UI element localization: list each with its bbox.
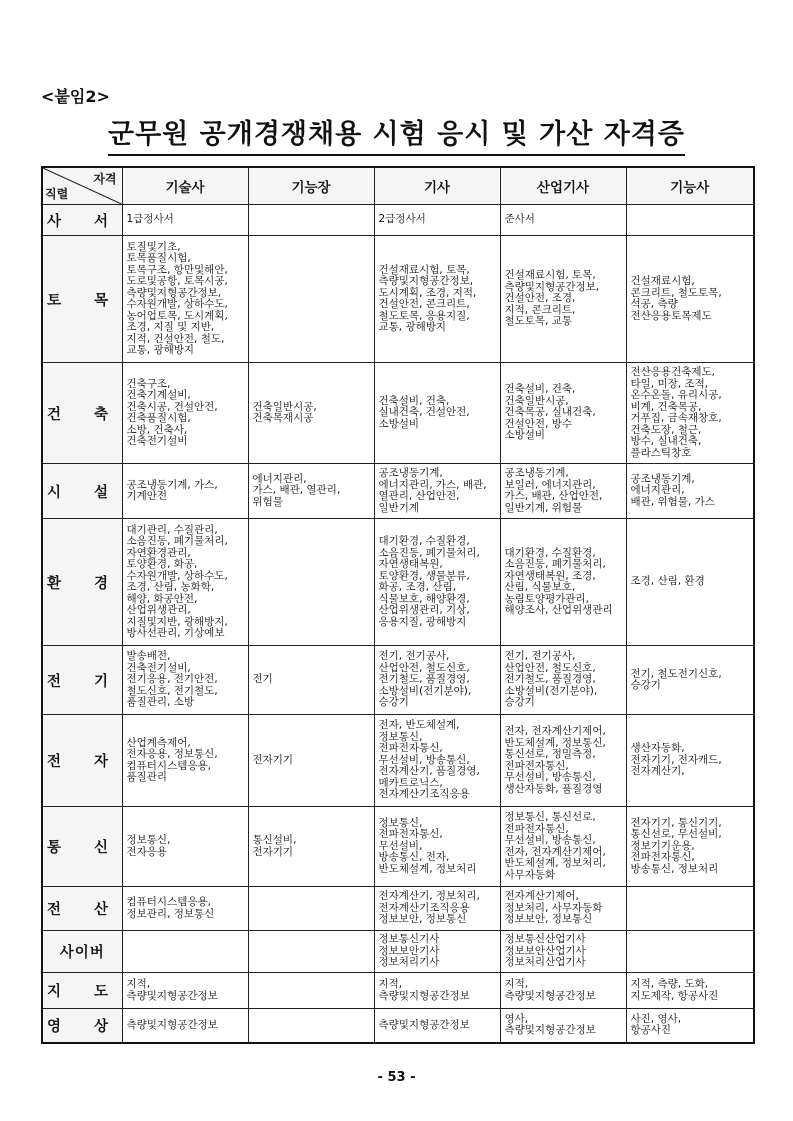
table-cell: 전자, 전자계산기제어, 반도체설계, 정보통신, 통신선로, 정밀측정, 전파전자통신, 무선설비, 방송통신, 생산자동화, 품질경영 (500, 715, 626, 807)
table-cell: 정보통신, 전자응용 (122, 807, 248, 887)
table-row (42, 887, 754, 931)
row-header: 지 도 (42, 973, 122, 1009)
table-row (42, 363, 754, 464)
table-cell: 토질및기초, 토목품질시험, 토목구조, 항만및해안, 도로및공항, 토목시공, 측량및지형공간정보, 수자원개발, 상하수도, 농어업토목, 도시계획, 조경, 지질 및 지반, 지적, 건설안전, 철도, 교통, 광해방지 (122, 236, 248, 363)
table-cell: 측량및지형공간정보 (122, 1009, 248, 1043)
table-cell: 건설재료시험, 토목, 측량및지형공간정보, 도시계획, 조경, 지적, 건설안전, 콘크리트, 철도토목, 응용지질, 교통, 광해방지 (374, 236, 500, 363)
table-row (42, 205, 754, 236)
table-cell: 지적, 측량, 도화, 지도제작, 항공사진 (626, 973, 754, 1009)
table-cell: 산업계측제어, 전자응용, 정보통신, 컴퓨터시스템응용, 품질관리 (122, 715, 248, 807)
table-row (42, 715, 754, 807)
table-cell: 사진, 영사, 항공사진 (626, 1009, 754, 1043)
table-cell: 정보통신, 전파전자통신, 무선설비, 방송통신, 전자, 반도체설계, 정보처리 (374, 807, 500, 887)
table-cell (248, 931, 374, 973)
table-cell (248, 236, 374, 363)
page-number: - 53 - (377, 1070, 416, 1085)
table-cell: 영사, 측량및지형공간정보 (500, 1009, 626, 1043)
table-cell: 전자기기, 통신기기, 통신선로, 무선설비, 정보기기운용, 전파전자통신, 방송통신, 정보처리 (626, 807, 754, 887)
table-cell (248, 1009, 374, 1043)
row-header: 전 자 (42, 715, 122, 807)
row-header: 건 축 (42, 363, 122, 464)
table-cell: 대기관리, 수질관리, 소음진동, 폐기물처리, 자연환경관리, 토양환경, 화공, 수자원개발, 상하수도, 조경, 산림, 농화학, 해양, 화공안전, 산업위생관리, 지질및지반, 광해방지, 방사선관리, 기상예보 (122, 519, 248, 646)
table-cell: 전자, 반도체설계, 정보통신, 전파전자통신, 무선설비, 방송통신, 전자계산기, 품질경영, 메카트로닉스, 전자계산기조직응용 (374, 715, 500, 807)
col-header: 기능장 (248, 167, 374, 205)
table-cell: 전산응용건축제도, 타일, 미장, 조적, 온수온돌, 유리시공, 비계, 건축목공, 거푸집, 금속재창호, 건축도장, 철근, 방수, 실내건축, 플라스틱창호 (626, 363, 754, 464)
table-cell: 지적, 측량및지형공간정보 (122, 973, 248, 1009)
table-cell: 공조냉동기계, 보일러, 에너지관리, 가스, 배관, 산업안전, 일반기계, 위험물 (500, 464, 626, 519)
table-cell: 통신설비, 전자기기 (248, 807, 374, 887)
row-header: 전 산 (42, 887, 122, 931)
col-header: 산업기사 (500, 167, 626, 205)
certificate-table (41, 166, 755, 1044)
table-row (42, 464, 754, 519)
table-cell: 전기, 전기공사, 산업안전, 철도신호, 전기철도, 품질경영, 소방설비(전기분야), 승강기 (500, 646, 626, 715)
table-cell: 건축설비, 건축, 건축일반시공, 건축목공, 실내건축, 건설안전, 방수 소방설비 (500, 363, 626, 464)
table-cell: 공조냉동기계, 가스, 기계안전 (122, 464, 248, 519)
table-row (42, 807, 754, 887)
table-cell (248, 205, 374, 236)
title-text: 군무원 공개경쟁채용 시험 응시 및 가산 자격증 (108, 119, 685, 156)
table-cell: 공조냉동기계, 에너지관리, 배관, 위험물, 가스 (626, 464, 754, 519)
table-cell (248, 519, 374, 646)
table-cell (626, 931, 754, 973)
table-cell: 대기환경, 수질환경, 소음진동, 폐기물처리, 자연생태복원, 조경, 산림, 식물보호, 농림토양평가관리, 해양조사, 산업위생관리 (500, 519, 626, 646)
table-cell: 전기, 철도전기신호, 승강기 (626, 646, 754, 715)
table-cell: 에너지관리, 가스, 배관, 열관리, 위험물 (248, 464, 374, 519)
table-row (42, 973, 754, 1009)
table-cell: 전자기기 (248, 715, 374, 807)
corner-label-qualification: 자격 (93, 172, 117, 186)
table-row (42, 1009, 754, 1043)
table-cell: 생산자동화, 전자기기, 전자캐드, 전자계산기, (626, 715, 754, 807)
table-cell (626, 205, 754, 236)
table-row (42, 646, 754, 715)
table-cell: 지적, 측량및지형공간정보 (500, 973, 626, 1009)
row-header: 시 설 (42, 464, 122, 519)
table-cell (122, 931, 248, 973)
table-cell: 건설재료시험, 콘크리트, 철도토목, 석공, 측량 전산응용토목제도 (626, 236, 754, 363)
header-corner (42, 167, 122, 205)
table-cell: 정보통신기사 정보보안기사 정보처리기사 (374, 931, 500, 973)
table-cell: 대기환경, 수질환경, 소음진동, 폐기물처리, 자연생태복원, 토양환경, 생물분류, 화공, 조경, 산림, 식물보호, 해양환경, 산업위생관리, 기상, 응용지질, 광해방지 (374, 519, 500, 646)
table-cell: 측량및지형공간정보 (374, 1009, 500, 1043)
table-cell: 컴퓨터시스템응용, 정보관리, 정보통신 (122, 887, 248, 931)
table-cell: 전기, 전기공사, 산업안전, 철도신호, 전기철도, 품질경영, 소방설비(전기분야), 승강기 (374, 646, 500, 715)
corner-label-series: 직렬 (45, 187, 69, 201)
table-cell: 건축설비, 건축, 실내건축, 건설안전, 소방설비 (374, 363, 500, 464)
row-header: 영 상 (42, 1009, 122, 1043)
table-row (42, 236, 754, 363)
table-cell: 지적, 측량및지형공간정보 (374, 973, 500, 1009)
table-cell: 정보통신산업기사 정보보안산업기사 정보처리산업기사 (500, 931, 626, 973)
row-header: 통 신 (42, 807, 122, 887)
table-cell (248, 887, 374, 931)
table-cell: 전자계산기, 정보처리, 전자계산기조직응용 정보보안, 정보통신 (374, 887, 500, 931)
table-cell: 건축일반시공, 건축목재시공 (248, 363, 374, 464)
row-header: 토 목 (42, 236, 122, 363)
table-row (42, 519, 754, 646)
row-header: 사 서 (42, 205, 122, 236)
table-cell (248, 973, 374, 1009)
table-cell: 건축구조, 건축기계설비, 건축시공, 건설안전, 건축품질시험, 소방, 건축사, 건축전기설비 (122, 363, 248, 464)
document-title (0, 112, 793, 151)
table-cell (626, 887, 754, 931)
table-cell: 발송배전, 건축전기설비, 전기응용, 전기안전, 철도신호, 전기철도, 품질관리, 소방 (122, 646, 248, 715)
col-header: 기능사 (626, 167, 754, 205)
table-cell: 건설재료시험, 토목, 측량및지형공간정보, 건설안전, 조경, 지적, 콘크리트, 철도토목, 교통 (500, 236, 626, 363)
row-header: 환 경 (42, 519, 122, 646)
attachment-label: <붙임2> (41, 87, 110, 106)
table-cell: 전자계산기제어, 정보처리, 사무자동화 정보보안, 정보통신 (500, 887, 626, 931)
row-header: 전 기 (42, 646, 122, 715)
table-cell: 전기 (248, 646, 374, 715)
table-cell: 정보통신, 통신선로, 전파전자통신, 무선설비, 방송통신, 전자, 전자계산기제어, 반도체설계, 정보처리, 사무자동화 (500, 807, 626, 887)
header-row (42, 167, 754, 205)
table-cell: 준사서 (500, 205, 626, 236)
table-cell: 공조냉동기계, 에너지관리, 가스, 배관, 열관리, 산업안전, 일반기계 (374, 464, 500, 519)
table-cell: 2급정사서 (374, 205, 500, 236)
table-cell: 1급정사서 (122, 205, 248, 236)
row-header: 사이버 (42, 931, 122, 973)
table-cell: 조경, 산림, 환경 (626, 519, 754, 646)
col-header: 기사 (374, 167, 500, 205)
col-header: 기술사 (122, 167, 248, 205)
table-row (42, 931, 754, 973)
